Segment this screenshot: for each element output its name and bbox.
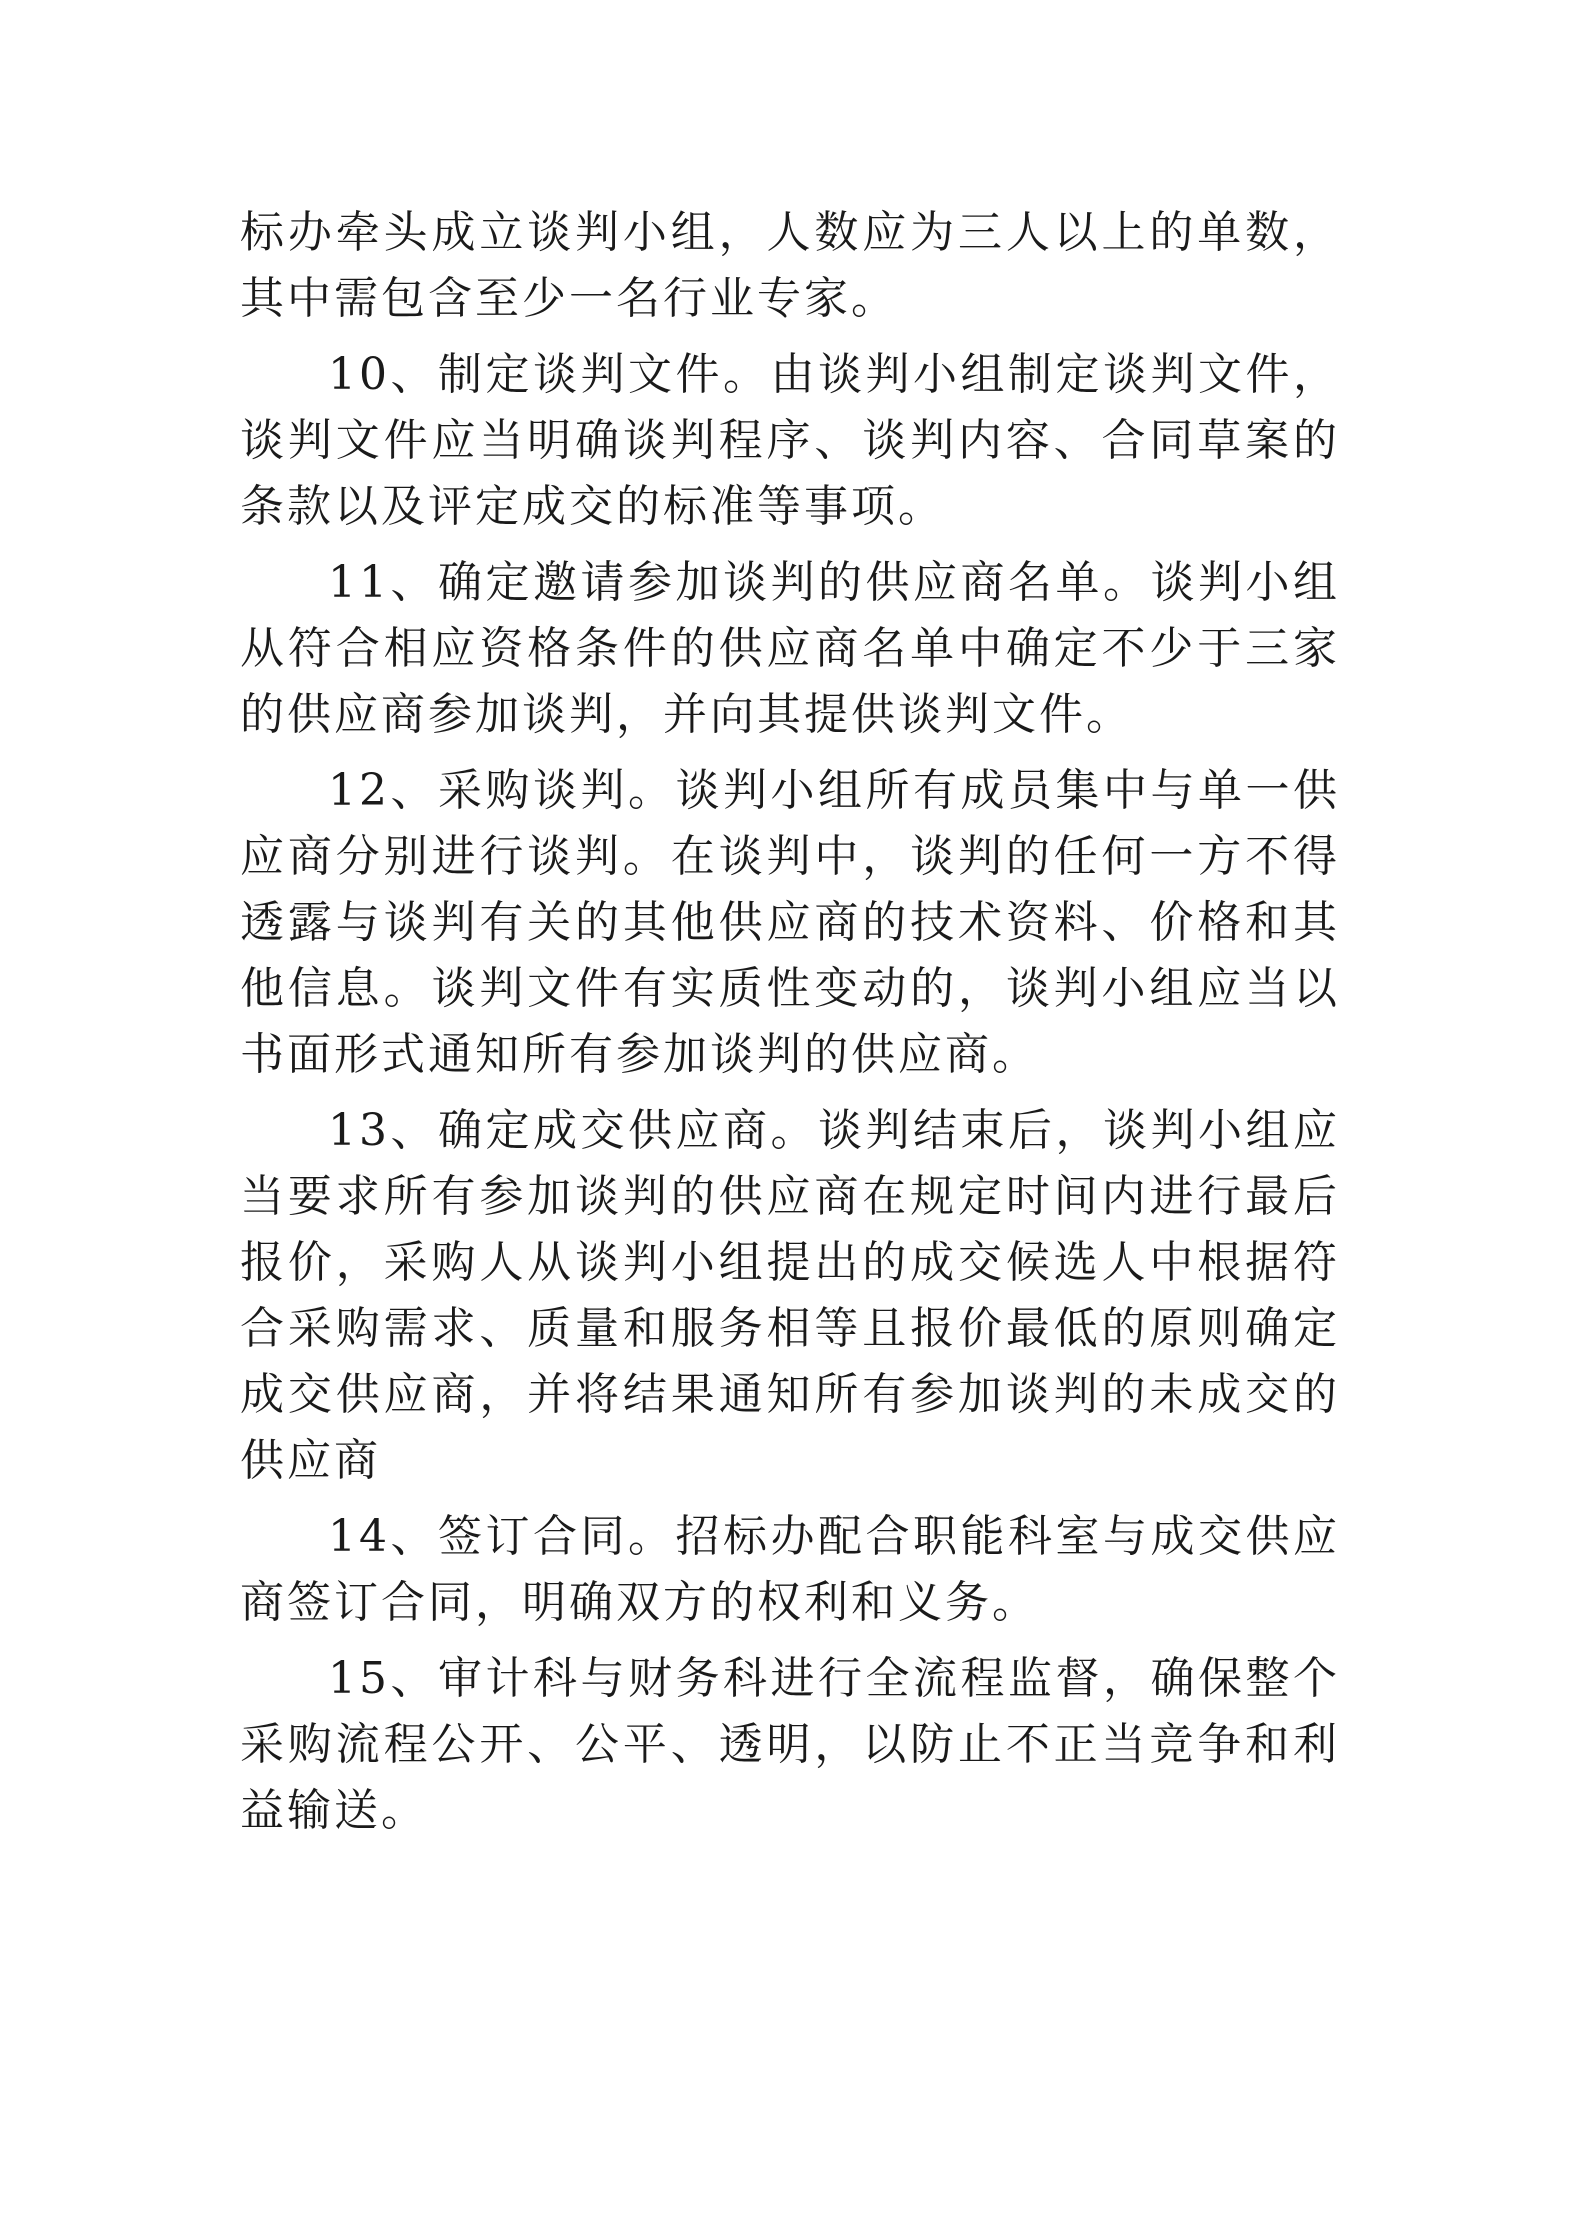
document-body bbox=[240, 200, 1340, 1854]
paragraph-item-10: 10、制定谈判文件。由谈判小组制定谈判文件，谈判文件应当明确谈判程序、谈判内容、合同草案的条款以及评定成交的标准等事项。 bbox=[240, 349, 1340, 532]
paragraph-item-15: 15、审计科与财务科进行全流程监督，确保整个采购流程公开、公平、透明，以防止不正当竞争和利益输送。 bbox=[240, 1653, 1340, 1836]
paragraph-item-14: 14、签订合同。招标办配合职能科室与成交供应商签订合同，明确双方的权利和义务。 bbox=[240, 1511, 1340, 1628]
paragraph-item-12: 12、采购谈判。谈判小组所有成员集中与单一供应商分别进行谈判。在谈判中，谈判的任何一方不得透露与谈判有关的其他供应商的技术资料、价格和其他信息。谈判文件有实质性变动的，谈判小组应当以书面形式通知所有参加谈判的供应商。 bbox=[240, 765, 1340, 1080]
paragraph-item-13: 13、确定成交供应商。谈判结束后，谈判小组应当要求所有参加谈判的供应商在规定时间内进行最后报价，采购人从谈判小组提出的成交候选人中根据符合采购需求、质量和服务相等且报价最低的原则确定成交供应商，并将结果通知所有参加谈判的未成交的供应商 bbox=[240, 1105, 1340, 1486]
paragraph-continuation: 标办牵头成立谈判小组，人数应为三人以上的单数，其中需包含至少一名行业专家。 bbox=[240, 207, 1340, 324]
paragraph-item-11: 11、确定邀请参加谈判的供应商名单。谈判小组从符合相应资格条件的供应商名单中确定不少于三家的供应商参加谈判，并向其提供谈判文件。 bbox=[240, 557, 1340, 740]
